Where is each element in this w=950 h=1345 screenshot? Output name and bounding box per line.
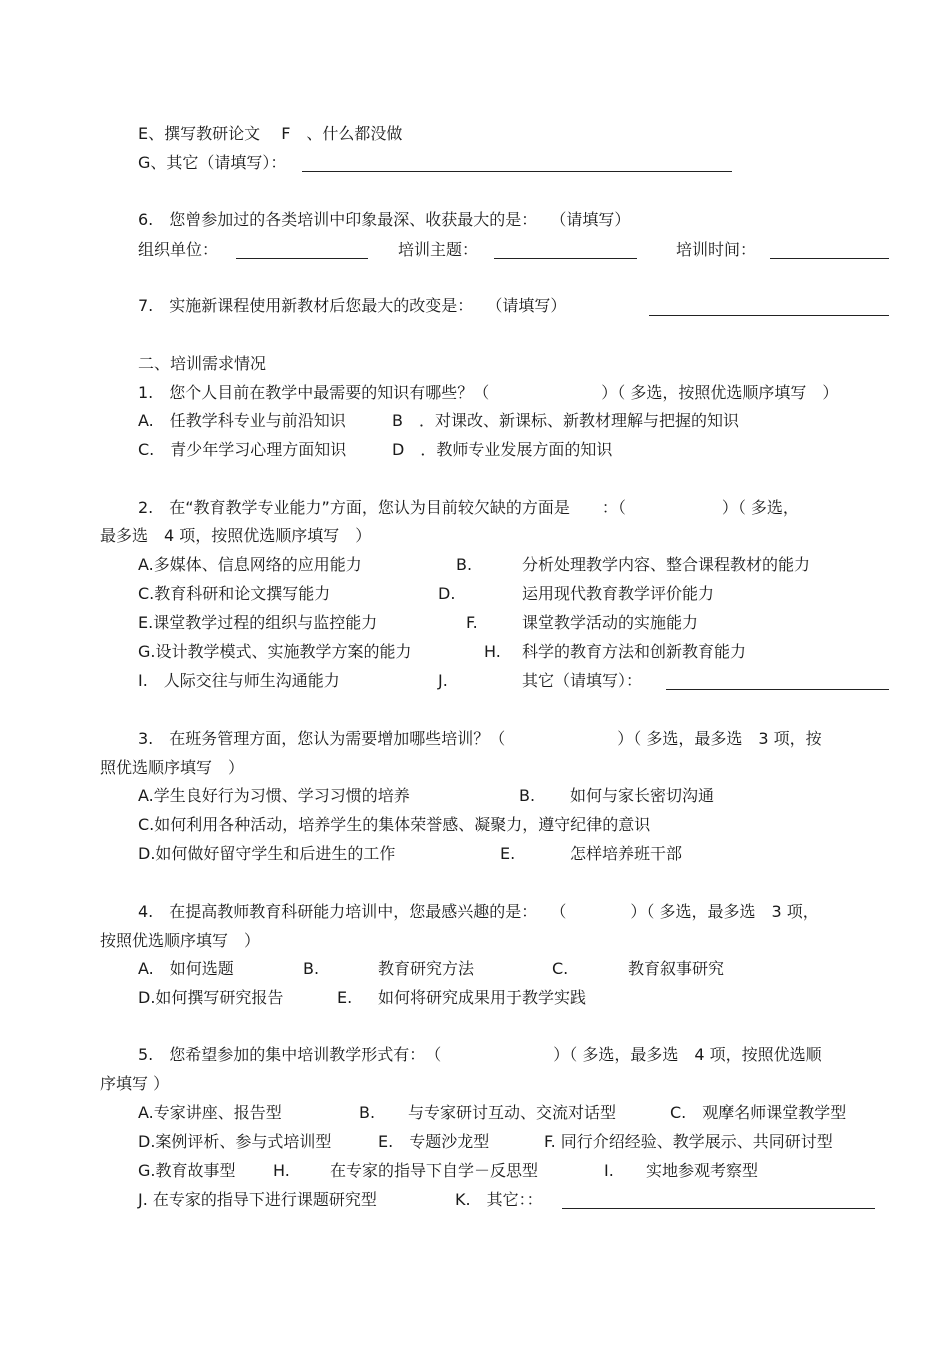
q3-option-e[interactable]: 怎样培养班干部 xyxy=(570,844,683,863)
q4-stem-cont: 按照优选顺序填写 ） xyxy=(100,931,261,950)
q6-time-blank[interactable] xyxy=(770,258,889,259)
q5-stem: 5. 您希望参加的集中培训教学形式有： （ ）（ 多选，最多选 4 项，按照优选顺 xyxy=(138,1045,822,1064)
q4-option-a[interactable]: A. 如何选题 xyxy=(138,959,234,978)
q2-option-c[interactable]: C.教育科研和论文撰写能力 xyxy=(138,584,331,603)
q4-option-b-key: B. xyxy=(303,959,320,978)
q2-option-f-key: F. xyxy=(466,613,478,632)
q5-option-h[interactable]: 在专家的指导下自学－反思型 xyxy=(330,1161,539,1180)
q1-stem: 1. 您个人目前在教学中最需要的知识有哪些？（ ）（ 多选，按照优选顺序填写 ） xyxy=(138,383,839,402)
q4-option-b[interactable]: 教育研究方法 xyxy=(378,959,475,978)
q6-topic-blank[interactable] xyxy=(494,258,637,259)
q6-stem: 6. 您曾参加过的各类培训中印象最深、收获最大的是： （请填写） xyxy=(138,210,631,229)
q4-option-d[interactable]: D.如何撰写研究报告 xyxy=(138,988,284,1007)
q2-option-b[interactable]: 分析处理教学内容、整合课程教材的能力 xyxy=(522,555,811,574)
q5-other-blank[interactable] xyxy=(562,1208,875,1209)
q3-stem: 3. 在班务管理方面，您认为需要增加哪些培训？（ ）（ 多选，最多选 3 项，按 xyxy=(138,729,822,748)
q5-option-a[interactable]: A.专家讲座、报告型 xyxy=(138,1103,282,1122)
q5-option-g[interactable]: G.教育故事型 xyxy=(138,1161,236,1180)
q5-option-c[interactable]: C. 观摩名师课堂教学型 xyxy=(670,1103,847,1122)
q4-option-c-key: C. xyxy=(552,959,569,978)
q5-option-k[interactable]: K. 其它：： xyxy=(455,1190,543,1209)
q3-option-c[interactable]: C.如何利用各种活动，培养学生的集体荣誉感、凝聚力，遵守纪律的意识 xyxy=(138,815,651,834)
q2-option-b-key: B. xyxy=(456,555,473,574)
q2-stem: 2. 在“教育教学专业能力”方面，您认为目前较欠缺的方面是 ：（ ）（ 多选， xyxy=(138,498,799,517)
q4-option-c[interactable]: 教育叙事研究 xyxy=(628,959,725,978)
q3-option-d[interactable]: D.如何做好留守学生和后进生的工作 xyxy=(138,844,396,863)
q1-option-c[interactable]: C. 青少年学习心理方面知识 xyxy=(138,440,347,459)
q2-option-h-key: H. xyxy=(484,642,501,661)
q5-option-j[interactable]: J. 在专家的指导下进行课题研究型 xyxy=(138,1190,377,1209)
q2-option-f[interactable]: 课堂教学活动的实施能力 xyxy=(522,613,699,632)
q1-option-b[interactable]: B ．对课改、新课标、新教材理解与把握的知识 xyxy=(392,411,739,430)
option-g-blank[interactable] xyxy=(302,171,732,172)
q2-option-d[interactable]: 运用现代教育教学评价能力 xyxy=(522,584,715,603)
q2-option-j-key: J. xyxy=(438,671,448,690)
q5-option-b[interactable]: 与专家研讨互动、交流对话型 xyxy=(408,1103,617,1122)
q3-option-b-key: B. xyxy=(519,786,536,805)
q4-stem: 4. 在提高教师教育科研能力培训中，您最感兴趣的是： （ ）（ 多选，最多选 3 项， xyxy=(138,902,819,921)
q2-option-a[interactable]: A.多媒体、信息网络的应用能力 xyxy=(138,555,362,574)
q7-blank[interactable] xyxy=(649,315,889,316)
q5-option-h-key: H. xyxy=(273,1161,290,1180)
q4-option-e[interactable]: 如何将研究成果用于教学实践 xyxy=(378,988,587,1007)
q5-option-i[interactable]: 实地参观考察型 xyxy=(646,1161,759,1180)
q6-time-label: 培训时间： xyxy=(676,240,757,259)
q2-option-g[interactable]: G.设计教学模式、实施教学方案的能力 xyxy=(138,642,412,661)
q2-option-d-key: D. xyxy=(438,584,456,603)
q6-org-label: 组织单位： xyxy=(138,240,219,259)
q5-option-d[interactable]: D.案例评析、参与式培训型 xyxy=(138,1132,332,1151)
q5-option-f[interactable]: F. 同行介绍经验、教学展示、共同研讨型 xyxy=(544,1132,833,1151)
q5-option-e[interactable]: E. 专题沙龙型 xyxy=(378,1132,490,1151)
q1-option-a[interactable]: A. 任教学科专业与前沿知识 xyxy=(138,411,346,430)
q2-option-h[interactable]: 科学的教育方法和创新教育能力 xyxy=(522,642,747,661)
q1-option-d[interactable]: D ．教师专业发展方面的知识 xyxy=(392,440,613,459)
q5-option-i-key: I. xyxy=(604,1161,614,1180)
q2-option-e[interactable]: E.课堂教学过程的组织与监控能力 xyxy=(138,613,378,632)
section-title: 二、培训需求情况 xyxy=(138,354,267,373)
q2-stem-cont: 最多选 4 项，按照优选顺序填写 ） xyxy=(100,526,372,545)
q3-option-b[interactable]: 如何与家长密切沟通 xyxy=(570,786,715,805)
q2-other-blank[interactable] xyxy=(666,689,889,690)
q2-option-i[interactable]: I. 人际交往与师生沟通能力 xyxy=(138,671,340,690)
q5-stem-cont: 序填写 ） xyxy=(100,1074,170,1093)
option-g-label: G、其它（请填写）： xyxy=(138,153,287,172)
q6-topic-label: 培训主题： xyxy=(398,240,479,259)
q6-org-blank[interactable] xyxy=(236,258,368,259)
q7-stem: 7. 实施新课程使用新教材后您最大的改变是： （请填写） xyxy=(138,296,567,315)
q3-stem-cont: 照优选顺序填写 ） xyxy=(100,758,245,777)
q5-option-b-key: B. xyxy=(359,1103,376,1122)
q2-option-j[interactable]: 其它（请填写）： xyxy=(522,671,643,690)
q4-option-e-key: E. xyxy=(337,988,353,1007)
q3-option-e-key: E. xyxy=(500,844,516,863)
q3-option-a[interactable]: A.学生良好行为习惯、学习习惯的培养 xyxy=(138,786,410,805)
option-e-f-line: E、撰写教研论文 F 、什么都没做 xyxy=(138,124,403,143)
